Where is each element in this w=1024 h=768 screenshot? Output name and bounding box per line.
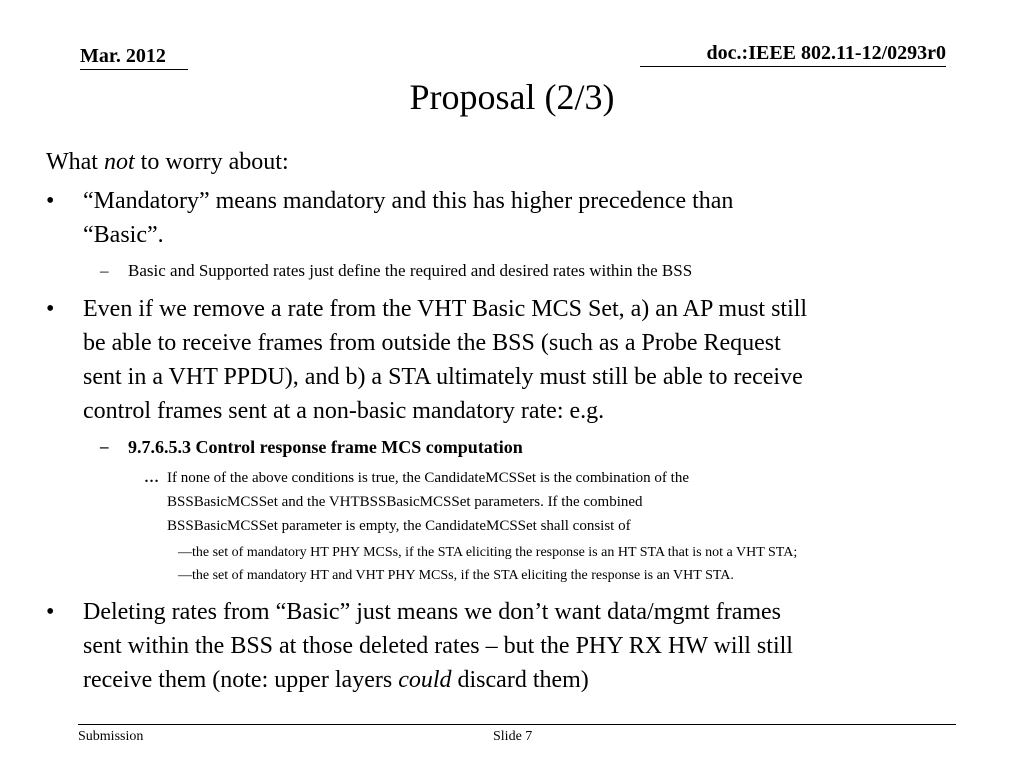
bullet-marker: • (46, 296, 55, 322)
bullet-3-line-3 (83, 663, 589, 697)
bullet-marker: • (46, 599, 55, 625)
bullet-2-sub-heading: 9.7.6.5.3 Control response frame MCS computation (128, 437, 523, 457)
bullet-2-line-2: be able to receive frames from outside the BSS (such as a Probe Request (83, 330, 781, 356)
intro-emphasis: not (103, 149, 135, 175)
bullet-2-line-1: Even if we remove a rate from the VHT Basic MCS Set, a) an AP must still (83, 296, 808, 322)
intro-prefix: What (46, 149, 104, 175)
sub-bullet-dash: – (100, 261, 109, 280)
quote-line-2: BSSBasicMCSSet and the VHTBSSBasicMCSSet parameters. If the combined (167, 494, 643, 510)
quote-line-3: BSSBasicMCSSet parameter is empty, the CandidateMCSSet shall consist of (167, 518, 631, 534)
bullet-2-line-4: control frames sent at a non-basic mandatory rate: e.g. (83, 398, 605, 424)
bullet-3-line-1: Deleting rates from “Basic” just means we don’t want data/mgmt frames (83, 599, 782, 625)
header-date: Mar. 2012 (80, 45, 166, 67)
header-doc-id: doc.:IEEE 802.11-12/0293r0 (706, 42, 946, 64)
quote-line-1: If none of the above conditions is true, the CandidateMCSSet is the combination of the (167, 470, 689, 486)
intro-line (46, 145, 289, 179)
quote-ellipsis: … (144, 470, 159, 486)
header-date-underline (80, 69, 188, 70)
bullet-1-line-1: “Mandatory” means mandatory and this has higher precedence than (83, 188, 734, 214)
bullet-3-line-3-suffix: discard them) (451, 667, 589, 693)
footer-divider (78, 724, 956, 725)
bullet-1-sub: Basic and Supported rates just define the required and desired rates within the BSS (128, 261, 693, 280)
footer-submission: Submission (78, 729, 144, 744)
bullet-3-line-2: sent within the BSS at those deleted rates – but the PHY RX HW will still (83, 633, 793, 659)
header-doc-underline (640, 66, 946, 67)
bullet-marker: • (46, 188, 55, 214)
bullet-2-line-3: sent in a VHT PPDU), and b) a STA ultimately must still be able to receive (83, 364, 803, 390)
footer-slide-number: Slide 7 (493, 729, 533, 744)
bullet-3-line-3-prefix: receive them (note: upper layers (83, 667, 399, 693)
sub-bullet-dash: – (100, 437, 109, 456)
quote-item-2: —the set of mandatory HT and VHT PHY MCSs, if the STA eliciting the response is an VHT STA. (178, 568, 734, 583)
bullet-1-line-2: “Basic”. (83, 222, 164, 248)
quote-item-1: —the set of mandatory HT PHY MCSs, if the STA eliciting the response is an HT STA that is not a VHT STA; (178, 545, 798, 560)
slide-title: Proposal (2/3) (409, 77, 615, 117)
bullet-3-emphasis: could (398, 667, 452, 693)
intro-suffix: to worry about: (134, 149, 289, 175)
